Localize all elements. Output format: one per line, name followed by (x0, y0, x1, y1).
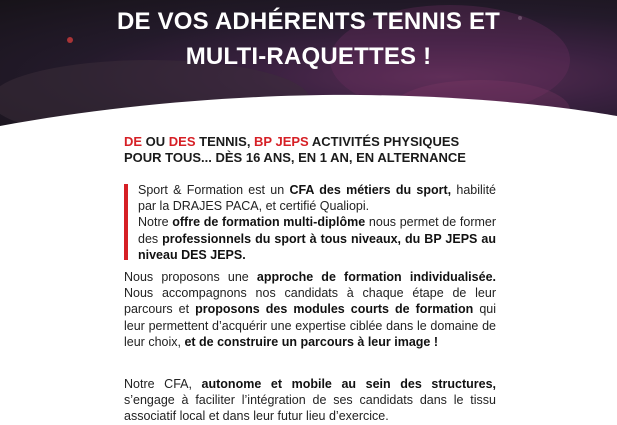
text-run: autonome et mobile au sein des structures, (201, 377, 496, 391)
text-run: qui leur permettent d’acquérir une expertise ciblée dans le domaine de leur choix, (124, 302, 496, 349)
text-run: offre de formation multi-diplôme (172, 215, 366, 230)
subtitle-part: POUR TOUS... DÈS 16 ANS, EN 1 AN, EN ALTERNANCE (124, 150, 466, 165)
text-run: nous permet de former des (138, 215, 497, 246)
subtitle-part: BP JEPS (254, 134, 309, 149)
subtitle-part: DES (168, 134, 196, 149)
text-run: approche de formation individualisée. (256, 270, 496, 284)
text-run: Nous proposons une (124, 270, 257, 284)
text-run: s’engage à faciliter l’intégration de ses candidats dans le tissu associatif local et dans leur futur lieu d’exercice. (124, 393, 496, 424)
subtitle-part: ACTIVITÉS PHYSIQUES (308, 134, 460, 149)
text-run: Notre (138, 215, 173, 230)
subtitle-part: DE (124, 134, 143, 149)
hero-title-line1: DE VOS ADHÉRENTS TENNIS ET (116, 8, 501, 35)
intro-paragraph (124, 182, 496, 263)
text-run: proposons des modules courts de formation (195, 302, 474, 317)
cfa-paragraph (124, 376, 496, 425)
text-run: Sport & Formation est un (138, 183, 290, 197)
text-run: habilité par la DRAJES PACA, et certifié Qualiopi. (138, 183, 496, 214)
text-run: Nous accompagnons nos candidats à chaque étape de leur parcours et (124, 286, 496, 317)
text-run: et de construire un parcours à leur image ! (184, 334, 438, 349)
section-subtitle (124, 134, 496, 166)
text-run: CFA des métiers du sport, (289, 183, 452, 197)
approach-paragraph (124, 269, 496, 350)
text-run: professionnels du sport à tous niveaux, du BP JEPS au niveau DES JEPS. (138, 231, 496, 262)
text-run: Notre CFA, (124, 377, 202, 391)
hero-title-line2: MULTI-RAQUETTES ! (185, 43, 432, 70)
subtitle-part: TENNIS, (195, 134, 255, 149)
subtitle-part: OU (142, 134, 169, 149)
